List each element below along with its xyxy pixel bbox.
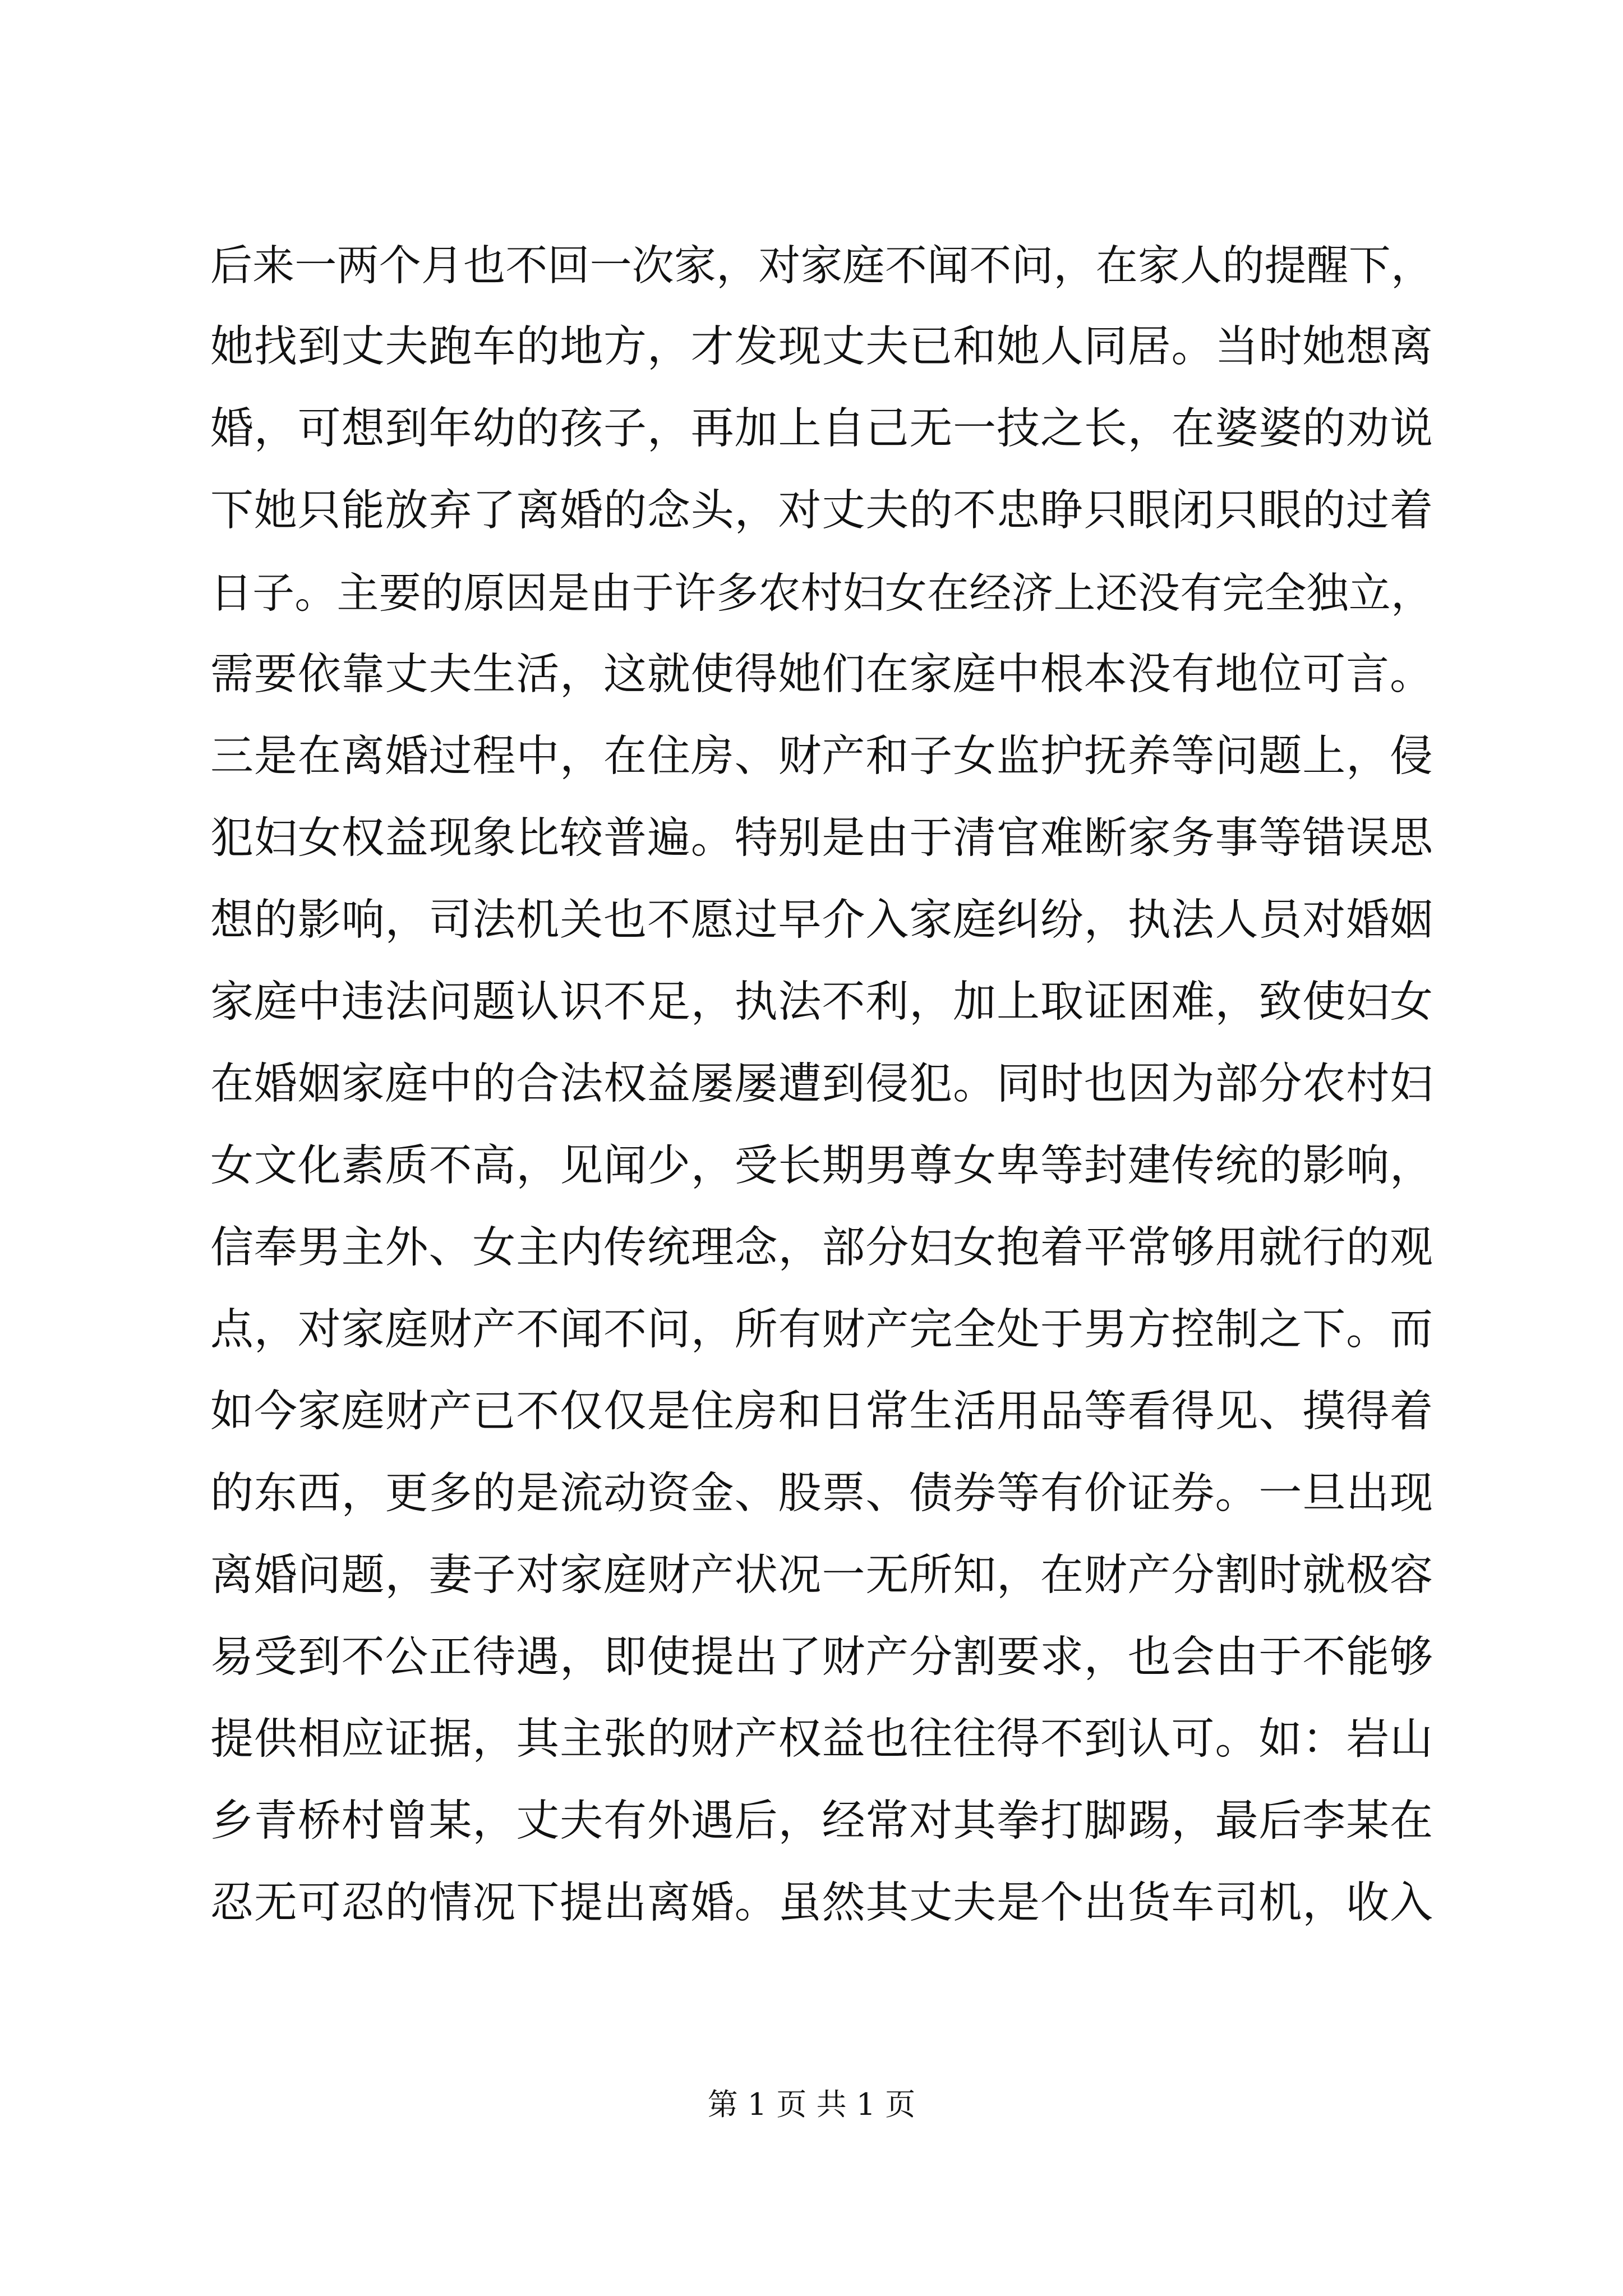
text-line-2: 她找到丈夫跑车的地方，才发现丈夫已和她人同居。当时她想离 xyxy=(210,322,1433,372)
text-line-9: 想的影响，司法机关也不愿过早介入家庭纠纷，执法人员对婚姻 xyxy=(210,895,1433,945)
text-line-15: 如今家庭财产已不仅仅是住房和日常生活用品等看得见、摸得着 xyxy=(210,1387,1433,1437)
text-line-21: 忍无可忍的情况下提出离婚。虽然其丈夫是个出货车司机，收入 xyxy=(210,1878,1433,1928)
text-line-17: 离婚问题，妻子对家庭财产状况一无所知，在财产分割时就极容 xyxy=(210,1550,1433,1600)
text-line-16: 的东西，更多的是流动资金、股票、债券等有价证券。一旦出现 xyxy=(210,1469,1433,1519)
text-line-12: 女文化素质不高，见闻少，受长期男尊女卑等封建传统的影响， xyxy=(210,1141,1433,1191)
text-line-8: 犯妇女权益现象比较普遍。特别是由于清官难断家务事等错误思 xyxy=(210,813,1433,863)
text-line-3: 婚，可想到年幼的孩子，再加上自己无一技之长，在婆婆的劝说 xyxy=(210,404,1433,454)
text-line-14: 点，对家庭财产不闻不问，所有财产完全处于男方控制之下。而 xyxy=(210,1305,1433,1355)
text-line-13: 信奉男主外、女主内传统理念，部分妇女抱着平常够用就行的观 xyxy=(210,1223,1433,1273)
text-line-4: 下她只能放弃了离婚的念头，对丈夫的不忠睁只眼闭只眼的过着 xyxy=(210,486,1433,536)
page-footer xyxy=(0,2082,1623,2127)
text-line-18: 易受到不公正待遇，即使提出了财产分割要求，也会由于不能够 xyxy=(210,1632,1433,1682)
text-line-10: 家庭中违法问题认识不足，执法不利，加上取证困难，致使妇女 xyxy=(210,977,1433,1027)
text-line-5: 日子。主要的原因是由于许多农村妇女在经济上还没有完全独立， xyxy=(210,568,1433,618)
text-line-6: 需要依靠丈夫生活，这就使得她们在家庭中根本没有地位可言。 xyxy=(210,650,1433,700)
text-line-20: 乡青桥村曾某，丈夫有外遇后，经常对其拳打脚踢，最后李某在 xyxy=(210,1796,1433,1846)
page-number-label: 第 1 页 共 1 页 xyxy=(707,2087,916,2122)
text-line-19: 提供相应证据，其主张的财产权益也往往得不到认可。如：岩山 xyxy=(210,1714,1433,1764)
text-line-11: 在婚姻家庭中的合法权益屡屡遭到侵犯。同时也因为部分农村妇 xyxy=(210,1059,1433,1109)
body-text xyxy=(210,224,1433,1944)
text-line-1: 后来一两个月也不回一次家，对家庭不闻不问，在家人的提醒下， xyxy=(210,241,1433,290)
text-line-7: 三是在离婚过程中，在住房、财产和子女监护抚养等问题上，侵 xyxy=(210,731,1433,781)
